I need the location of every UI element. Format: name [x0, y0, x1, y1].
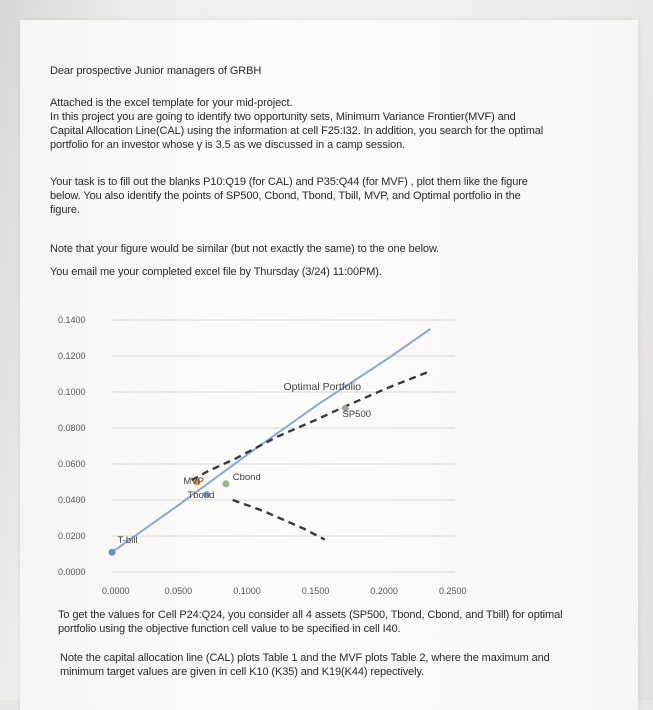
- x-tick-label: 0.1000: [233, 586, 261, 596]
- y-tick-label: 0.0400: [58, 495, 86, 505]
- intro-paragraph: [50, 96, 543, 152]
- intro-line: Attached is the excel template for your mid-project.: [50, 97, 293, 109]
- task-line: Your task is to fill out the blanks P10:Q19 (for CAL) and P35:Q44 (for MVF) , plot them like the figure: [50, 176, 528, 188]
- y-tick-label: 0.0000: [58, 567, 86, 577]
- deadline-line: You email me your completed excel file by Thursday (3/24) 11:00PM).: [50, 266, 382, 278]
- y-tick-label: 0.0600: [58, 459, 86, 469]
- cbond-marker: [222, 480, 229, 487]
- intro-line: Capital Allocation Line(CAL) using the information at cell F25:I32. In addition, you search for the optimal: [50, 125, 544, 137]
- mvf-line: [233, 500, 325, 540]
- x-tick-label: 0.2000: [370, 586, 398, 596]
- task-line: figure.: [50, 204, 80, 216]
- note-line: Note that your figure would be similar (but not exactly the same) to the one below.: [50, 243, 440, 255]
- y-tick-label: 0.1200: [58, 351, 86, 361]
- instruction-line: portfolio using the objective function cell value to be specified in cell I40.: [58, 623, 401, 635]
- chart-annotation: Cbond: [232, 472, 261, 484]
- y-tick-label: 0.0800: [58, 423, 86, 433]
- portfolio-chart: [40, 312, 470, 612]
- cal-note-line: minimum target values are given in cell K10 (K35) and K19(K44) repectively.: [60, 666, 425, 678]
- chart-annotation: Optimal Portfolio: [283, 381, 362, 394]
- chart-annotation: Tbond: [187, 490, 215, 502]
- y-tick-label: 0.1000: [58, 387, 86, 397]
- task-line: below. You also identify the points of SP500, Cbond, Tbond, Tbill, MVP, and Optimal portfolio in the: [50, 190, 521, 202]
- chart-annotation: SP500: [342, 409, 372, 421]
- intro-line: In this project you are going to identify two opportunity sets, Minimum Variance Frontier(MVF) and: [50, 111, 516, 123]
- chart-svg: [40, 312, 470, 612]
- y-tick-label: 0.1400: [58, 315, 86, 325]
- x-tick-label: 0.2500: [439, 586, 467, 596]
- greeting-line: Dear prospective Junior managers of GRBH: [50, 65, 262, 77]
- x-tick-label: 0.0500: [164, 586, 193, 596]
- x-tick-label: 0.1500: [301, 586, 330, 596]
- x-tick-label: 0.0000: [102, 586, 130, 596]
- cal-note-paragraph: [60, 651, 550, 679]
- instruction-paragraph: [58, 608, 562, 636]
- y-tick-label: 0.0200: [58, 531, 86, 541]
- instruction-line: To get the values for Cell P24:Q24, you consider all 4 assets (SP500, Tbond, Cbond, and Tbill) for optimal: [58, 609, 563, 621]
- chart-annotation: MVP: [183, 475, 204, 487]
- intro-line: portfolio for an investor whose γ is 3.5 as we discussed in a camp session.: [50, 139, 406, 151]
- cal-note-line: Note the capital allocation line (CAL) plots Table 1 and the MVF plots Table 2, where the maximum and: [60, 652, 550, 664]
- chart-annotation: T-bill: [117, 535, 138, 547]
- task-paragraph: [50, 175, 528, 217]
- tbill-marker: [109, 549, 116, 556]
